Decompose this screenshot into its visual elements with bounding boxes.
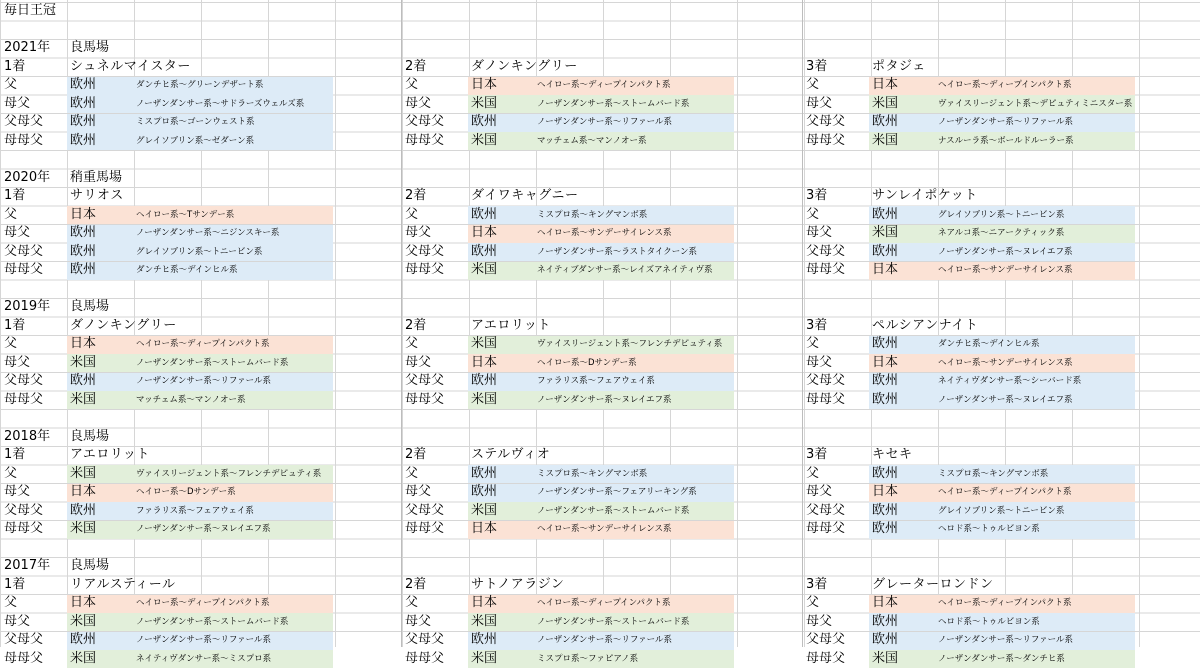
year-label: 2020年 (4, 169, 51, 185)
region-cell: 米国 (471, 336, 498, 351)
region-cell: 日本 (872, 595, 899, 610)
pedigree-label: 母父 (405, 95, 432, 111)
pedigree-label: 母母父 (4, 391, 44, 407)
region-cell: 欧州 (471, 632, 498, 647)
region-cell: 欧州 (872, 391, 899, 407)
pedigree-label: 父母父 (806, 373, 846, 388)
sire-line-cell: グレイソブリン系～トニービン系 (938, 209, 1065, 220)
year-label: 2019年 (4, 299, 51, 314)
region-cell: 欧州 (70, 373, 97, 388)
region-cell: 米国 (471, 262, 498, 277)
horse-name: シュネルマイスター (70, 58, 191, 74)
track-condition: 良馬場 (70, 40, 110, 55)
sire-line-cell: ナスルーラ系～ボールドルーラー系 (938, 135, 1074, 146)
pedigree-label: 母母父 (405, 521, 445, 536)
region-cell: 米国 (70, 521, 97, 536)
horse-name: ダノンキングリー (70, 317, 177, 333)
pedigree-label: 母母父 (405, 650, 445, 666)
horse-name: ダノンキングリー (471, 58, 578, 74)
pedigree-label: 母父 (4, 95, 31, 111)
region-cell: 欧州 (70, 262, 97, 277)
region-cell: 欧州 (471, 373, 498, 388)
sire-line-cell: ヘロド系～トゥルビヨン系 (938, 524, 1040, 534)
finish-place: 2着 (405, 447, 427, 462)
pedigree-label: 母父 (4, 354, 31, 370)
pedigree-label: 母母父 (4, 521, 44, 536)
track-condition: 良馬場 (70, 558, 110, 573)
finish-place: 3着 (806, 58, 828, 74)
region-cell: 米国 (471, 132, 498, 148)
sire-line-cell: ヘイロー系～ディープインパクト系 (537, 598, 671, 608)
region-cell: 欧州 (70, 502, 97, 518)
pedigree-label: 母父 (4, 225, 31, 240)
track-condition: 良馬場 (70, 428, 110, 444)
horse-name: ステルヴィオ (471, 447, 551, 462)
sire-line-cell: ヴァイスリージェント系～デピュティミニスター系 (938, 98, 1133, 109)
pedigree-label: 父母父 (806, 243, 846, 259)
sire-line-cell: ノーザンダンサー系～ストームバード系 (537, 98, 690, 109)
sire-line-cell: ネイティヴダンサー系～ミスプロ系 (136, 653, 272, 664)
sire-line-cell: ファラリス系～フェアウェイ系 (537, 376, 655, 386)
sire-line-cell: ヘイロー系～Dサンデー系 (537, 357, 637, 368)
sire-line-cell: ノーザンダンサー系～リファール系 (136, 376, 271, 386)
region-cell: 日本 (471, 77, 498, 92)
pedigree-label: 母父 (405, 484, 432, 499)
pedigree-label: 父母父 (405, 373, 445, 388)
track-condition: 稍重馬場 (70, 169, 123, 185)
region-cell: 日本 (872, 77, 899, 92)
pedigree-label: 父母父 (405, 114, 445, 129)
pedigree-label: 母母父 (405, 391, 445, 407)
region-cell: 米国 (70, 613, 97, 629)
sire-line-cell: ヘイロー系～サンデーサイレンス系 (938, 265, 1073, 275)
sire-line-cell: ノーザンダンサー系～ヌレイエフ系 (136, 524, 271, 534)
pedigree-label: 母父 (405, 225, 432, 240)
pedigree-label: 母母父 (806, 650, 846, 666)
pedigree-label: 父母父 (4, 243, 44, 259)
region-cell: 日本 (471, 521, 498, 536)
sire-line-cell: ダンチヒ系～グリーンデザート系 (136, 80, 264, 90)
finish-place: 2着 (405, 317, 427, 333)
sire-line-cell: グレイソブリン系～ゼダーン系 (136, 135, 255, 146)
sire-line-cell: ノーザンダンサー系～リファール系 (537, 117, 672, 127)
pedigree-label: 母母父 (806, 132, 846, 148)
sire-line-cell: マッチェム系～マンノオー系 (136, 394, 246, 405)
sire-line-cell: ノーザンダンサー系～ヌレイエフ系 (938, 246, 1073, 257)
region-cell: 欧州 (872, 114, 899, 129)
pedigree-label: 父 (806, 336, 820, 351)
finish-place: 1着 (4, 576, 26, 592)
pedigree-label: 父母父 (806, 632, 846, 647)
region-cell: 日本 (70, 595, 97, 610)
pedigree-label: 母母父 (405, 132, 445, 148)
region-cell: 欧州 (872, 206, 899, 222)
region-cell: 米国 (70, 391, 97, 407)
pedigree-label: 父 (4, 77, 18, 92)
region-cell: 米国 (872, 225, 899, 240)
sire-line-cell: ノーザンダンサー系～ダンチヒ系 (938, 653, 1065, 664)
finish-place: 1着 (4, 447, 26, 462)
region-cell: 米国 (872, 132, 899, 148)
sire-line-cell: グレイソブリン系～トニービン系 (136, 246, 263, 257)
sire-line-cell: ミスプロ系～ゴーンウェスト系 (136, 117, 255, 127)
sire-line-cell: ノーザンダンサー系～ヌレイエフ系 (537, 394, 672, 405)
sire-line-cell: ファラリス系～フェアウェイ系 (136, 505, 254, 516)
region-cell: 日本 (872, 484, 899, 499)
region-cell: 米国 (872, 650, 899, 666)
horse-name: キセキ (872, 447, 913, 462)
region-cell: 米国 (471, 502, 498, 518)
region-cell: 日本 (471, 595, 498, 610)
region-cell: 欧州 (471, 243, 498, 259)
horse-name: サンレイポケット (872, 188, 978, 203)
region-cell: 米国 (471, 613, 498, 629)
pedigree-label: 母母父 (806, 391, 846, 407)
column-divider (401, 0, 402, 647)
region-cell: 日本 (872, 354, 899, 370)
horse-name: サリオス (70, 188, 124, 203)
pedigree-label: 父 (806, 77, 820, 92)
sire-line-cell: ノーザンダンサー系～ヌレイエフ系 (938, 394, 1073, 405)
sire-line-cell: ノーザンダンサー系～ストームバード系 (136, 357, 289, 368)
pedigree-label: 父 (806, 206, 820, 222)
pedigree-label: 母母父 (405, 262, 445, 277)
sire-line-cell: ノーザンダンサー系～リファール系 (537, 635, 672, 645)
finish-place: 3着 (806, 188, 828, 203)
pedigree-label: 父母父 (4, 632, 44, 647)
horse-name: グレーターロンドン (872, 576, 994, 592)
sire-line-cell: ミスプロ系～ファピアノ系 (537, 653, 639, 664)
pedigree-label: 母父 (806, 613, 833, 629)
pedigree-label: 母母父 (4, 132, 44, 148)
region-cell: 米国 (471, 391, 498, 407)
sire-line-cell: ヘロド系～トゥルビヨン系 (938, 616, 1040, 627)
finish-place: 1着 (4, 317, 26, 333)
sire-line-cell: ミスプロ系～キングマンボ系 (537, 468, 648, 479)
sire-line-cell: ミスプロ系～キングマンボ系 (938, 468, 1049, 479)
pedigree-label: 父母父 (4, 502, 44, 518)
horse-name: サトノアラジン (471, 576, 565, 592)
sire-line-cell: ヘイロー系～ディープインパクト系 (136, 339, 270, 349)
region-cell: 米国 (872, 95, 899, 111)
sire-line-cell: グレイソブリン系～トニービン系 (938, 505, 1065, 516)
year-label: 2018年 (4, 428, 51, 444)
sire-line-cell: マッチェム系～マンノオー系 (537, 135, 647, 146)
sire-line-cell: ネイティヴダンサー系～シーバード系 (938, 376, 1082, 386)
sire-line-cell: ヘイロー系～ディープインパクト系 (938, 80, 1072, 90)
region-cell: 欧州 (471, 465, 498, 481)
pedigree-label: 父 (405, 206, 419, 222)
pedigree-label: 父 (4, 465, 18, 481)
finish-place: 2着 (405, 58, 427, 74)
pedigree-label: 父母父 (4, 373, 44, 388)
column-divider (802, 0, 803, 647)
region-cell: 欧州 (872, 465, 899, 481)
region-cell: 米国 (70, 465, 97, 481)
horse-name: ペルシアンナイト (872, 317, 979, 333)
region-cell: 欧州 (872, 521, 899, 536)
region-cell: 欧州 (70, 114, 97, 129)
region-cell: 欧州 (471, 206, 498, 222)
sire-line-cell: ノーザンダンサー系～リファール系 (136, 635, 271, 645)
sire-line-cell: ヘイロー系～ディープインパクト系 (938, 598, 1072, 608)
sire-line-cell: ノーザンダンサー系～ストームバード系 (136, 616, 289, 627)
region-cell: 欧州 (70, 243, 97, 259)
pedigree-label: 母父 (806, 484, 833, 499)
pedigree-label: 父母父 (4, 114, 44, 129)
region-cell: 欧州 (872, 613, 899, 629)
pedigree-label: 父 (4, 206, 18, 222)
sire-line-cell: ミスプロ系～キングマンボ系 (537, 209, 648, 220)
pedigree-label: 母母父 (806, 262, 846, 277)
sire-line-cell: ノーザンダンサー系～ニジンスキー系 (136, 228, 280, 238)
region-cell: 欧州 (872, 373, 899, 388)
pedigree-label: 母父 (806, 225, 833, 240)
finish-place: 3着 (806, 447, 828, 462)
horse-name: ポタジェ (872, 58, 926, 74)
pedigree-label: 父 (405, 336, 419, 351)
finish-place: 1着 (4, 58, 26, 74)
pedigree-label: 母父 (4, 484, 31, 499)
pedigree-label: 母父 (806, 95, 833, 111)
region-cell: 米国 (70, 354, 97, 370)
sire-line-cell: ヘイロー系～Dサンデー系 (136, 487, 236, 497)
sire-line-cell: ノーザンダンサー系～リファール系 (938, 117, 1073, 127)
sire-line-cell: ノーザンダンサー系～ストームバード系 (537, 505, 690, 516)
sire-line-cell: ヘイロー系～サンデーサイレンス系 (938, 357, 1073, 368)
pedigree-label: 父 (405, 77, 419, 92)
pedigree-label: 父 (806, 595, 820, 610)
sire-line-cell: ヴァイスリージェント系～フレンチデピュティ系 (537, 339, 723, 349)
sire-line-cell: ヘイロー系～ディープインパクト系 (537, 80, 671, 90)
region-cell: 欧州 (872, 632, 899, 647)
region-cell: 米国 (70, 650, 97, 666)
horse-name: アエロリット (471, 317, 551, 333)
pedigree-label: 父 (4, 336, 18, 351)
pedigree-label: 母父 (405, 354, 432, 370)
region-cell: 欧州 (872, 336, 899, 351)
sire-line-cell: ヘイロー系～ディープインパクト系 (136, 598, 270, 608)
sire-line-cell: ネアルコ系～ニアークティック系 (938, 228, 1065, 238)
region-cell: 日本 (872, 262, 899, 277)
sire-line-cell: ノーザンダンサー系～リファール系 (938, 635, 1073, 645)
region-cell: 欧州 (471, 484, 498, 499)
sire-line-cell: ダンチヒ系～デインヒル系 (136, 265, 238, 275)
pedigree-label: 父 (4, 595, 18, 610)
pedigree-label: 父 (806, 465, 820, 481)
region-cell: 日本 (471, 225, 498, 240)
pedigree-label: 母母父 (4, 262, 44, 277)
track-condition: 良馬場 (70, 299, 110, 314)
sheet-title: 毎日王冠 (4, 3, 57, 18)
year-label: 2021年 (4, 40, 51, 55)
pedigree-label: 母父 (4, 613, 31, 629)
finish-place: 3着 (806, 576, 828, 592)
finish-place: 2着 (405, 576, 427, 592)
sire-line-cell: ヘイロー系～ディープインパクト系 (938, 487, 1072, 497)
sire-line-cell: ヘイロー系～サンデーサイレンス系 (537, 228, 672, 238)
year-label: 2017年 (4, 558, 51, 573)
sire-line-cell: ノーザンダンサー系～サドラーズウェルズ系 (136, 98, 305, 109)
region-cell: 欧州 (471, 114, 498, 129)
pedigree-label: 父母父 (405, 632, 445, 647)
sire-line-cell: ノーザンダンサー系～ストームバード系 (537, 616, 690, 627)
horse-name: ダイワキャグニー (471, 188, 579, 203)
sire-line-cell: ヴァイスリージェント系～フレンチデピュティ系 (136, 468, 322, 479)
region-cell: 欧州 (872, 243, 899, 259)
sire-line-cell: ネイティブダンサー系～レイズアネイティヴ系 (537, 265, 713, 275)
pedigree-label: 母母父 (806, 521, 846, 536)
sire-line-cell: ノーザンダンサー系～ラストタイクーン系 (537, 246, 698, 257)
region-cell: 日本 (70, 484, 97, 499)
finish-place: 2着 (405, 188, 427, 203)
pedigree-label: 父母父 (405, 502, 445, 518)
region-cell: 欧州 (872, 502, 899, 518)
sire-line-cell: ダンチヒ系～デインヒル系 (938, 339, 1040, 349)
region-cell: 米国 (471, 650, 498, 666)
region-cell: 欧州 (70, 95, 97, 111)
pedigree-label: 母父 (405, 613, 432, 629)
sire-line-cell: ノーザンダンサー系～フェアリーキング系 (537, 487, 697, 497)
pedigree-label: 父母父 (405, 243, 445, 259)
region-cell: 欧州 (70, 132, 97, 148)
pedigree-label: 母父 (806, 354, 833, 370)
region-cell: 米国 (471, 95, 498, 111)
sire-line-cell: ヘイロー系～サンデーサイレンス系 (537, 524, 672, 534)
region-cell: 日本 (70, 336, 97, 351)
pedigree-label: 父母父 (806, 502, 846, 518)
region-cell: 日本 (471, 354, 498, 370)
pedigree-label: 父 (405, 465, 419, 481)
pedigree-label: 父母父 (806, 114, 846, 129)
finish-place: 3着 (806, 317, 828, 333)
finish-place: 1着 (4, 188, 26, 203)
horse-name: アエロリット (70, 447, 150, 462)
region-cell: 欧州 (70, 632, 97, 647)
region-cell: 欧州 (70, 225, 97, 240)
pedigree-label: 母母父 (4, 650, 44, 666)
sire-line-cell: ヘイロー系～Tサンデー系 (136, 209, 235, 220)
pedigree-label: 父 (405, 595, 419, 610)
horse-name: リアルスティール (70, 576, 176, 592)
region-cell: 欧州 (70, 77, 97, 92)
region-cell: 日本 (70, 206, 97, 222)
